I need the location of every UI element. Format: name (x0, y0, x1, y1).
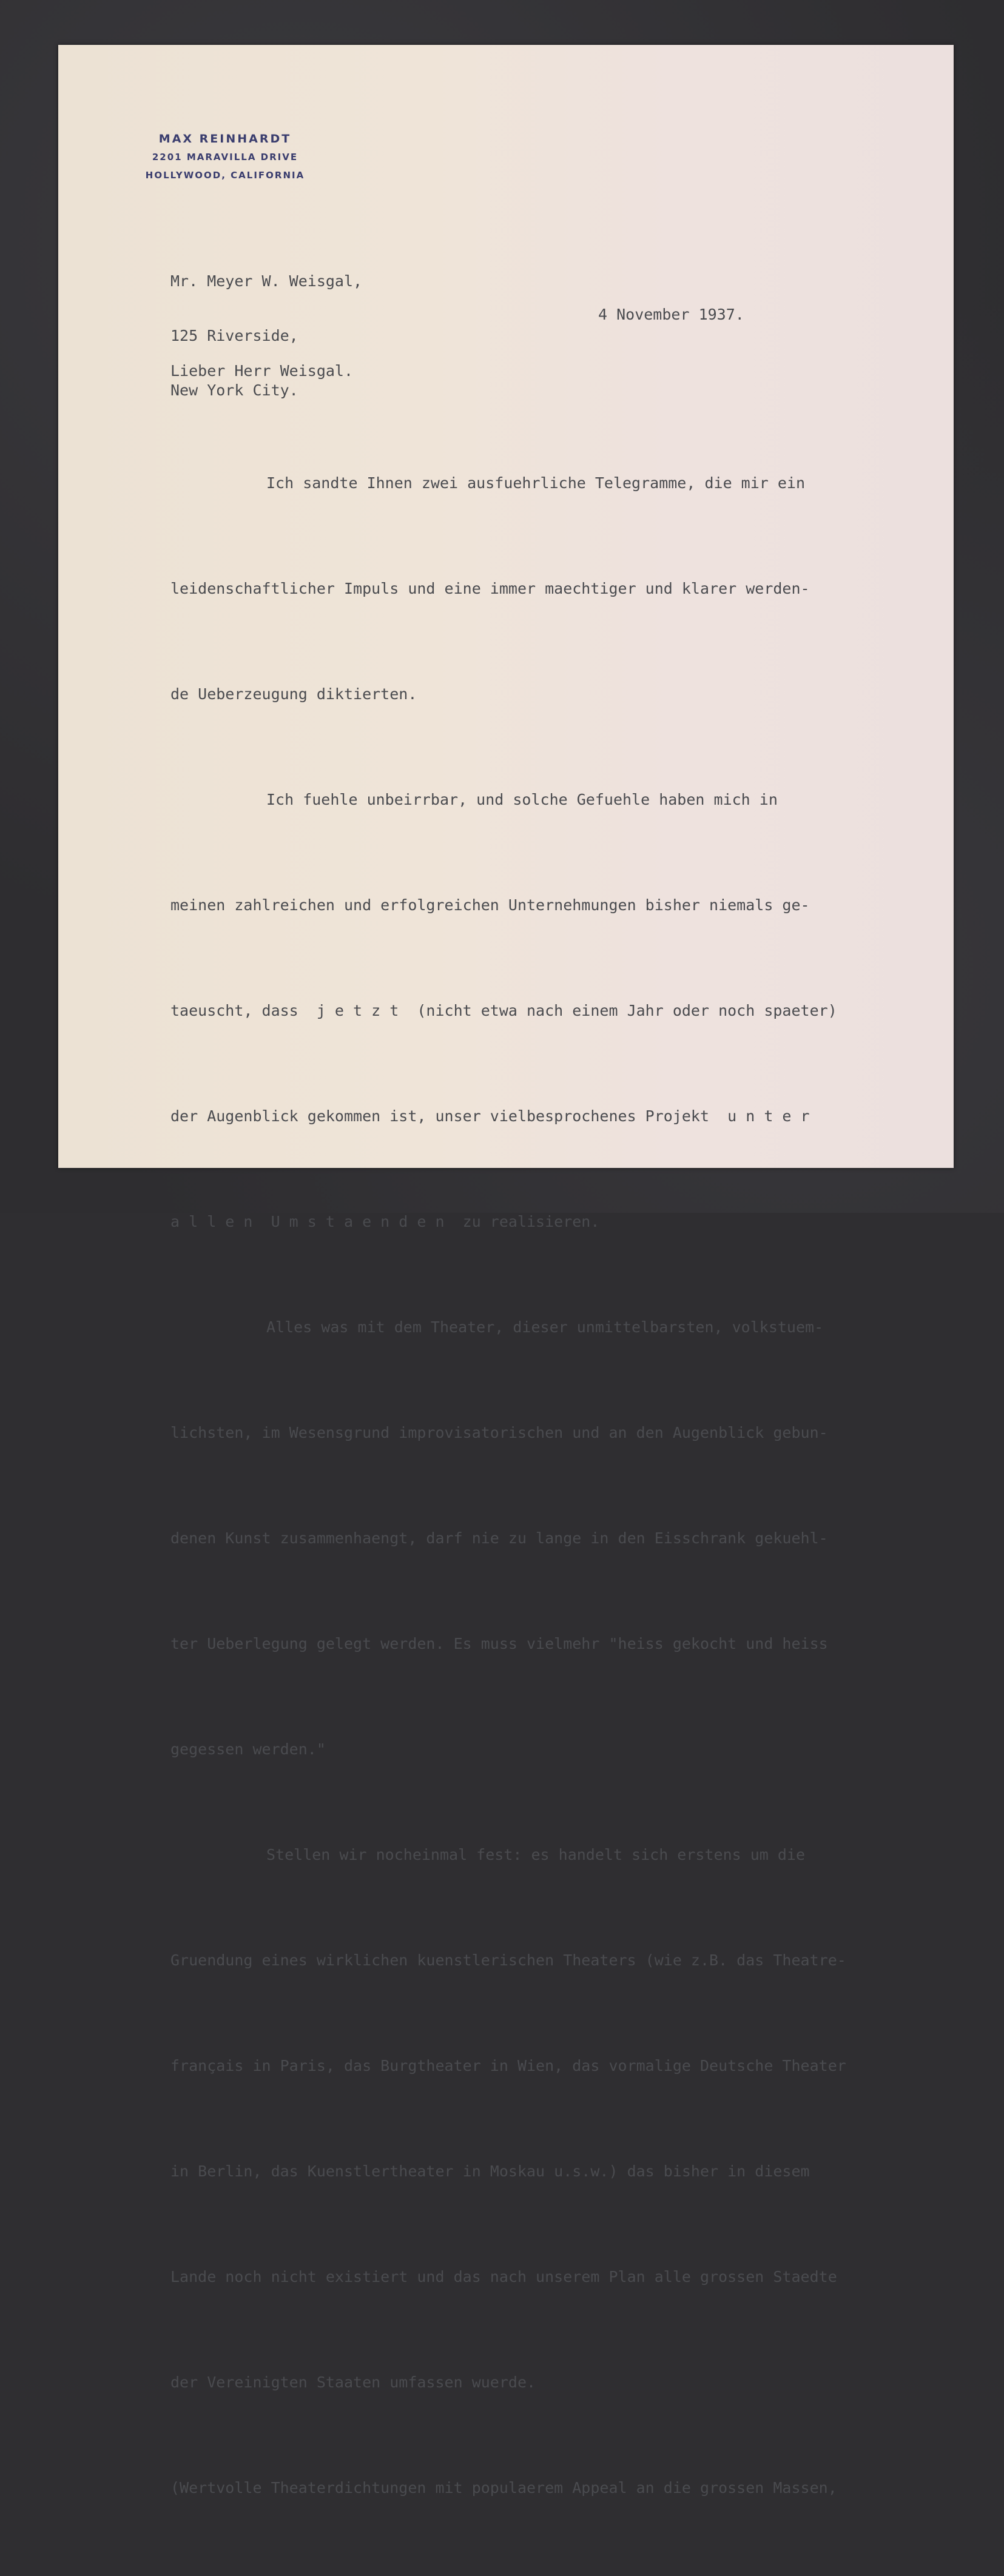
letter-body (170, 395, 846, 2576)
body-line: Lande noch nicht existiert und das nach unserem Plan alle grossen Staedte (170, 2268, 837, 2286)
body-line: Gruendung eines wirklichen kuenstlerischen Theaters (wie z.B. das Theatre- (170, 1951, 846, 1969)
recipient-line: Mr. Meyer W. Weisgal, (170, 272, 363, 290)
body-line: der Vereinigten Staaten umfassen wuerde. (170, 2373, 536, 2391)
letterhead-city: HOLLYWOOD, CALIFORNIA (145, 170, 305, 181)
body-line: de Ueberzeugung diktierten. (170, 685, 417, 703)
recipient-line: New York City. (170, 381, 298, 399)
body-line: der Augenblick gekommen ist, unser vielbesprochenes Projekt u n t e r (170, 1107, 810, 1125)
letterhead-name: MAX REINHARDT (158, 132, 292, 146)
letterhead (125, 130, 325, 184)
body-line: leidenschaftlicher Impuls und eine immer maechtiger und klarer werden- (170, 580, 810, 597)
body-line: lichsten, im Wesensgrund improvisatorischen und an den Augenblick gebun- (170, 1424, 828, 1441)
recipient-line: 125 Riverside, (170, 327, 298, 344)
body-line: meinen zahlreichen und erfolgreichen Unternehmungen bisher niemals ge- (170, 896, 810, 914)
salutation: Lieber Herr Weisgal. (170, 362, 354, 380)
body-line: taeuscht, dass j e t z t (nicht etwa nach einem Jahr oder noch spaeter) (170, 1002, 837, 1019)
letter-date: 4 November 1937. (598, 306, 744, 323)
body-line: français in Paris, das Burgtheater in Wien, das vormalige Deutsche Theater (170, 2057, 846, 2075)
letter-page (58, 45, 954, 2497)
body-line: Ich fuehle unbeirrbar, und solche Gefuehle haben mich in (266, 791, 778, 808)
body-line: a l l e n U m s t a e n d e n zu realisieren. (170, 1213, 600, 1230)
body-line: Ich sandte Ihnen zwei ausfuehrliche Telegramme, die mir ein (266, 474, 806, 492)
body-line: Stellen wir nocheinmal fest: es handelt sich erstens um die (266, 1846, 806, 1863)
body-line: ter Ueberlegung gelegt werden. Es muss vielmehr "heiss gekocht und heiss (170, 1635, 828, 1652)
body-line: in Berlin, das Kuenstlertheater in Moskau u.s.w.) das bisher in diesem (170, 2162, 810, 2180)
body-line: denen Kunst zusammenhaengt, darf nie zu lange in den Eisschrank gekuehl- (170, 1529, 828, 1547)
body-line: Alles was mit dem Theater, dieser unmittelbarsten, volkstuem- (266, 1318, 824, 1336)
letterhead-street: 2201 MARAVILLA DRIVE (152, 152, 298, 163)
body-line: (Wertvolle Theaterdichtungen mit populaerem Appeal an die grossen Massen, (170, 2479, 837, 2497)
body-line: gegessen werden." (170, 1740, 326, 1758)
